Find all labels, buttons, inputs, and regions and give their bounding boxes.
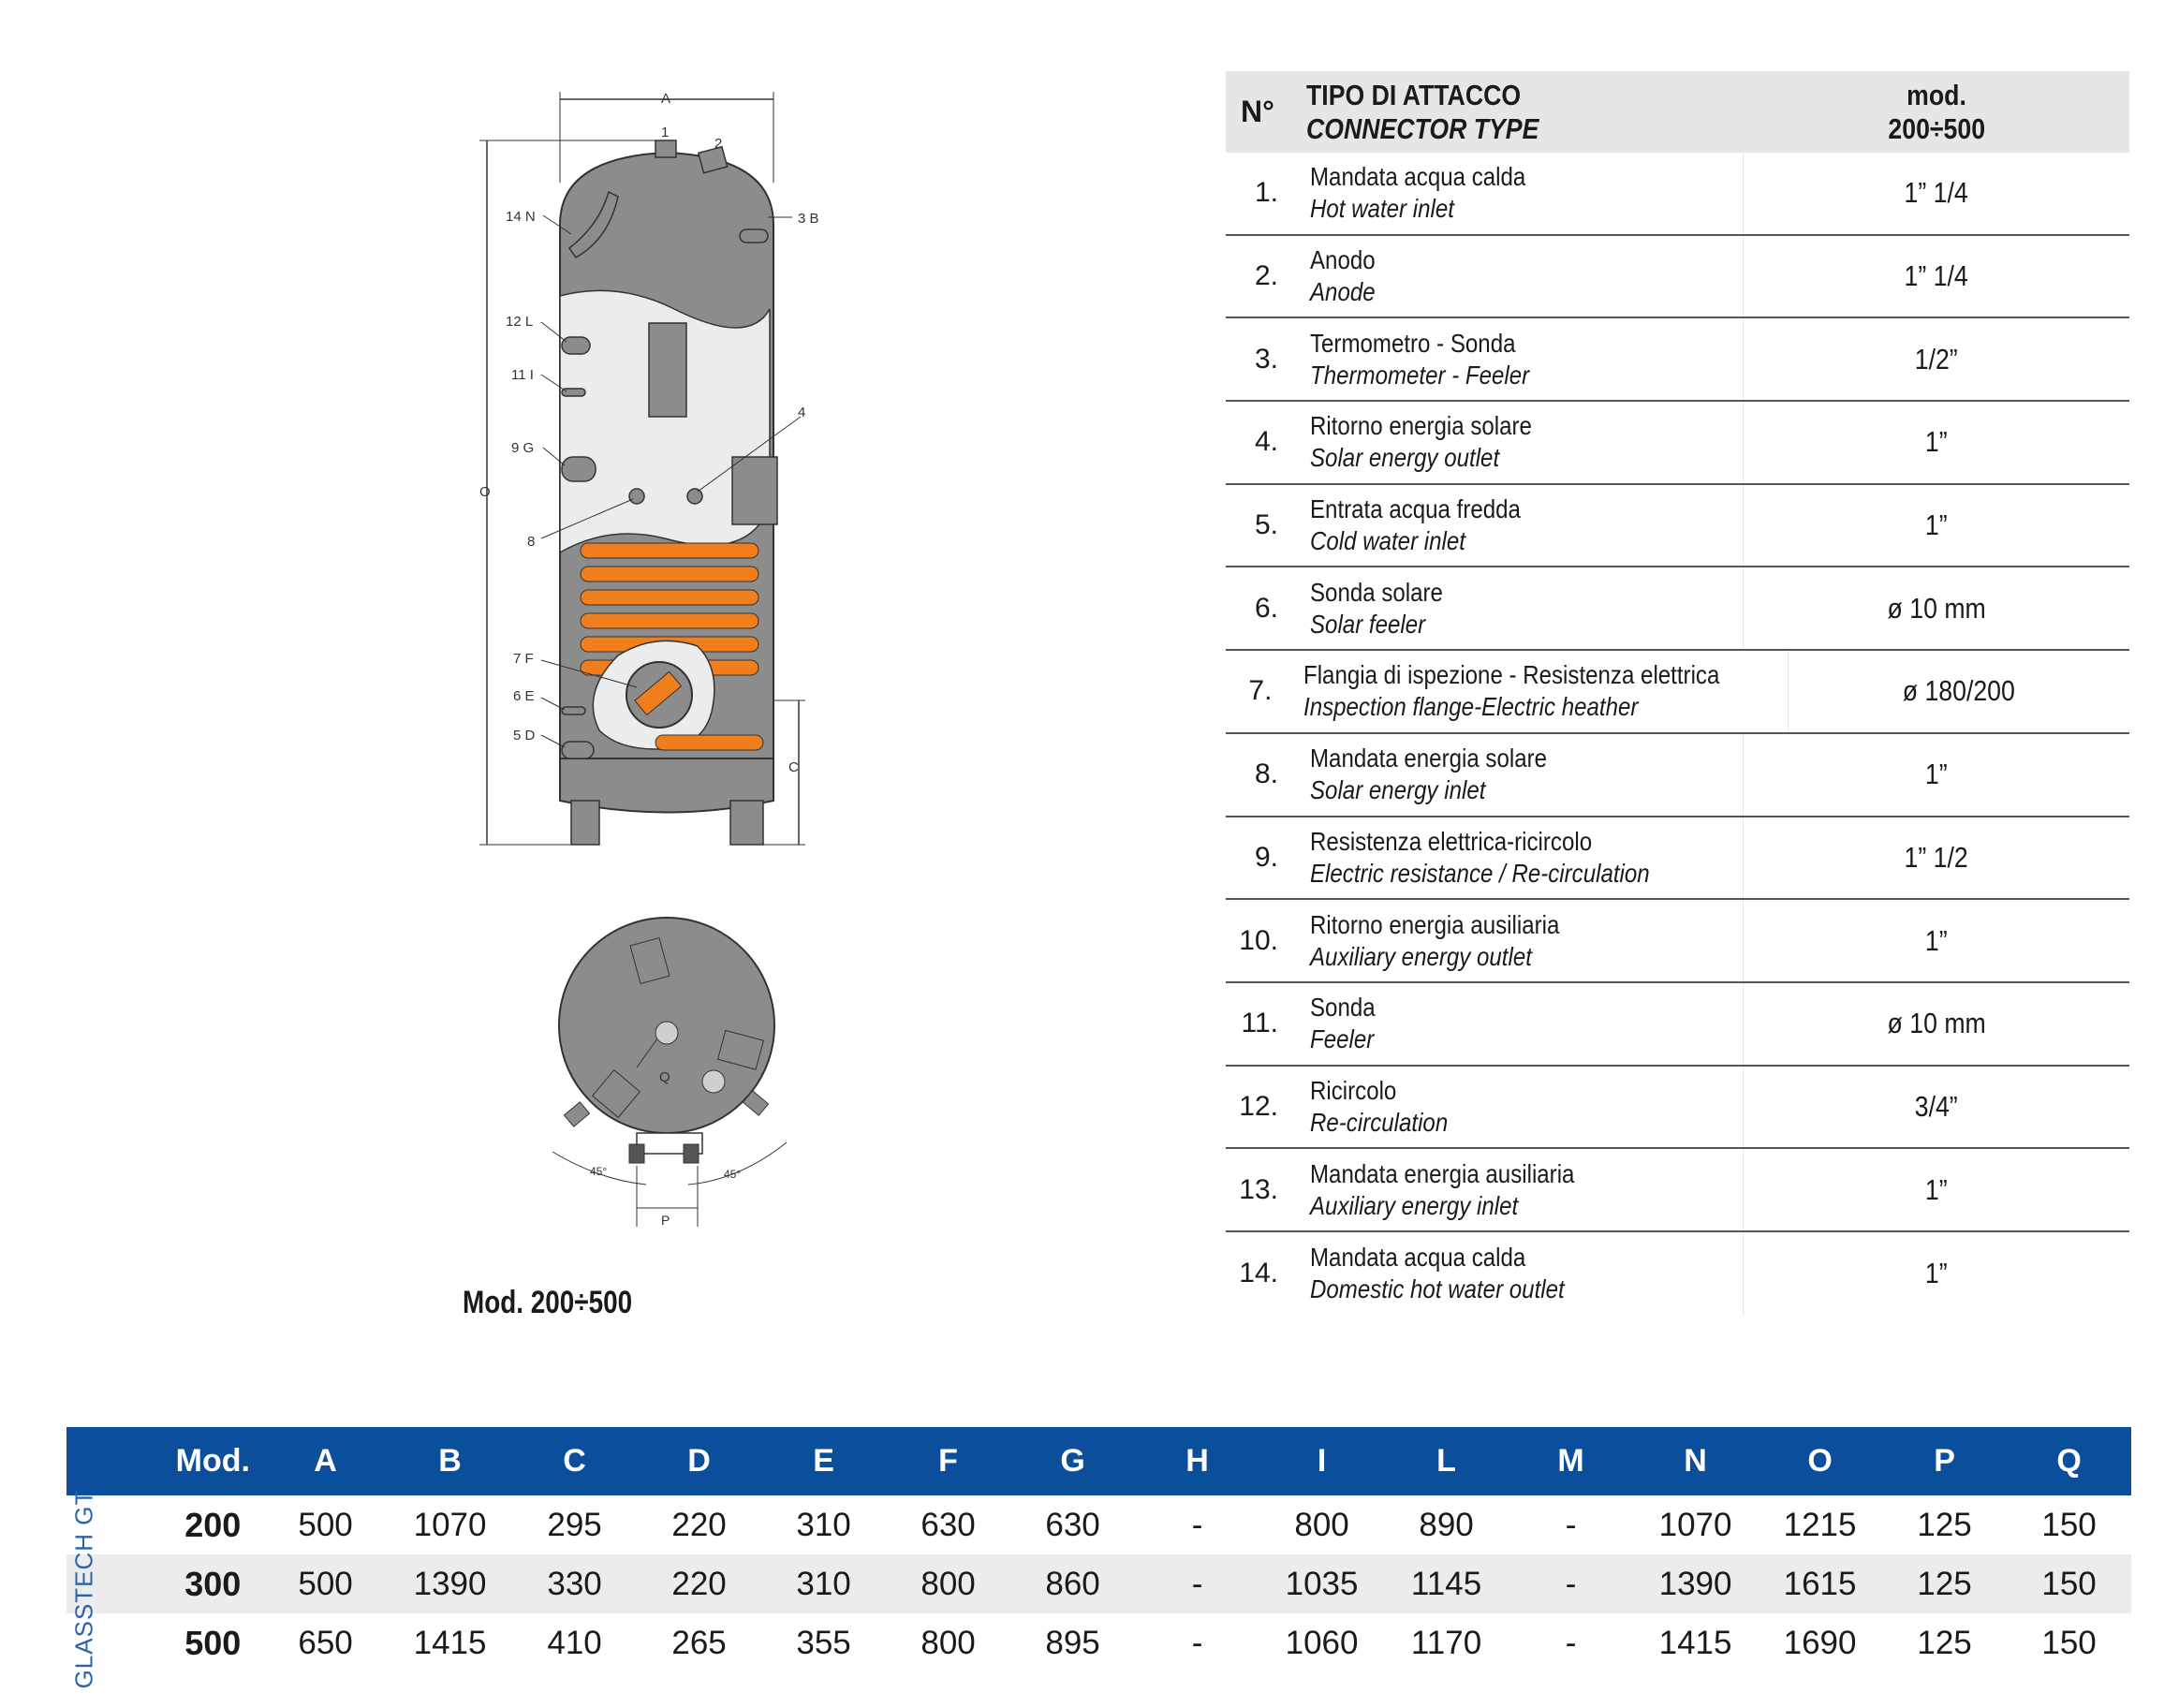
label-7f: 7 F bbox=[513, 651, 534, 667]
dimension-row bbox=[66, 1613, 2131, 1672]
connector-table-header bbox=[1226, 71, 2129, 153]
dimension-cell: 1390 bbox=[413, 1565, 487, 1602]
dimension-rows bbox=[66, 1495, 2131, 1672]
label-4: 4 bbox=[798, 405, 806, 420]
dimension-cell: - bbox=[1191, 1506, 1203, 1543]
connector-number: 3. bbox=[1254, 343, 1278, 375]
header-mod-1: mod. bbox=[1907, 78, 1966, 111]
connector-row bbox=[1226, 153, 2129, 236]
model-cell: 500 bbox=[184, 1623, 242, 1662]
connector-name-it: Sonda bbox=[1310, 993, 1376, 1023]
dimension-cell: 860 bbox=[1045, 1565, 1100, 1602]
connector-name-en: Cold water inlet bbox=[1310, 526, 1465, 556]
dimension-row bbox=[66, 1554, 2131, 1613]
dimension-header-cell: H bbox=[1185, 1443, 1209, 1479]
dim-label-p: P bbox=[661, 1213, 670, 1228]
connector-description bbox=[1310, 743, 1743, 806]
connector-size bbox=[1743, 983, 2129, 1065]
dimension-header-cell: F bbox=[938, 1443, 958, 1479]
connector-number: 14. bbox=[1239, 1258, 1278, 1289]
dimension-cell: 265 bbox=[671, 1624, 727, 1661]
label-14n: 14 N bbox=[506, 209, 536, 225]
dim-label-q: Q bbox=[659, 1069, 670, 1085]
connector-8 bbox=[629, 489, 644, 504]
connector-name-en: Inspection flange-Electric heather bbox=[1303, 692, 1639, 722]
dimension-header-cell: M bbox=[1557, 1443, 1584, 1479]
model-cell: 200 bbox=[184, 1505, 242, 1544]
connector-row bbox=[1226, 651, 2129, 734]
connector-number: 2. bbox=[1254, 260, 1278, 292]
connector-description bbox=[1310, 493, 1743, 557]
connector-number: 11. bbox=[1241, 1008, 1278, 1039]
dimension-cell: 150 bbox=[2041, 1506, 2097, 1543]
connector-12 bbox=[562, 337, 590, 354]
connector-number: 7. bbox=[1248, 675, 1273, 707]
thermometer-housing bbox=[732, 457, 777, 524]
angle-right-label: 45° bbox=[724, 1168, 742, 1181]
connector-description bbox=[1310, 410, 1743, 474]
dimension-cell: 310 bbox=[796, 1506, 851, 1543]
connector-description bbox=[1303, 659, 1788, 723]
dimension-header-cell: N bbox=[1684, 1443, 1707, 1479]
dimension-header-cell: Q bbox=[2056, 1443, 2082, 1479]
connector-1 bbox=[655, 140, 676, 157]
connector-description bbox=[1310, 244, 1743, 308]
connector-name-it: Ritorno energia solare bbox=[1310, 411, 1532, 441]
dimension-cell: 355 bbox=[796, 1624, 851, 1661]
connector-number: 8. bbox=[1254, 758, 1278, 790]
header-mod-2: 200÷500 bbox=[1888, 111, 1985, 145]
dimension-cell: 125 bbox=[1917, 1506, 1972, 1543]
header-type bbox=[1306, 79, 1744, 146]
dimension-cell: 800 bbox=[1294, 1506, 1349, 1543]
dimension-cell: 220 bbox=[671, 1506, 727, 1543]
connector-name-it: Entrata acqua fredda bbox=[1310, 494, 1521, 524]
connector-size-value: 3/4” bbox=[1915, 1089, 1958, 1123]
dimension-cell: - bbox=[1191, 1624, 1203, 1661]
dimension-cell: - bbox=[1565, 1624, 1577, 1661]
connector-size bbox=[1743, 1149, 2129, 1230]
model-caption: Mod. 200÷500 bbox=[463, 1285, 633, 1320]
connector-size bbox=[1788, 651, 2129, 732]
angle-left-label: 45° bbox=[590, 1165, 608, 1178]
label-3b: 3 B bbox=[798, 211, 819, 227]
dimension-cell: - bbox=[1565, 1565, 1577, 1602]
connector-name-it: Mandata energia solare bbox=[1310, 744, 1548, 773]
label-1: 1 bbox=[661, 125, 670, 140]
dimension-cell: 125 bbox=[1917, 1624, 1972, 1661]
connector-description bbox=[1310, 1158, 1743, 1222]
label-9g: 9 G bbox=[511, 440, 535, 456]
dim-label-o: O bbox=[479, 484, 491, 500]
connector-name-en: Domestic hot water outlet bbox=[1310, 1274, 1565, 1304]
connector-description bbox=[1310, 1242, 1743, 1305]
connector-row bbox=[1226, 1149, 2129, 1232]
dimension-cell: 500 bbox=[298, 1565, 353, 1602]
connector-name-en: Hot water inlet bbox=[1310, 194, 1454, 224]
connector-size-value: ø 10 mm bbox=[1887, 591, 1986, 625]
connector-name-en: Feeler bbox=[1310, 1024, 1375, 1054]
connector-size bbox=[1743, 567, 2129, 649]
dimension-header-cell: E bbox=[813, 1443, 834, 1479]
label-11i: 11 I bbox=[511, 367, 534, 383]
dimension-cell: 1415 bbox=[413, 1624, 487, 1661]
connector-number: 12. bbox=[1239, 1090, 1278, 1122]
dimension-cell: 630 bbox=[920, 1506, 976, 1543]
connector-3 bbox=[740, 229, 768, 243]
connector-size bbox=[1743, 318, 2129, 400]
dimension-header-cell: D bbox=[687, 1443, 711, 1479]
dimension-header-cell: C bbox=[563, 1443, 586, 1479]
connector-name-en: Thermometer - Feeler bbox=[1310, 360, 1530, 390]
dimension-cell: 125 bbox=[1917, 1565, 1972, 1602]
header-type-en: CONNECTOR TYPE bbox=[1306, 111, 1539, 145]
dimension-cell: 1070 bbox=[1658, 1506, 1732, 1543]
connector-5 bbox=[562, 742, 594, 758]
dimension-cell: 1145 bbox=[1410, 1565, 1482, 1602]
connector-number: 6. bbox=[1254, 592, 1278, 624]
dimension-header-cell: Mod. bbox=[175, 1443, 250, 1479]
dimension-cell: 1070 bbox=[413, 1506, 487, 1543]
connector-size-value: 1” 1/4 bbox=[1904, 259, 1969, 293]
connector-size bbox=[1743, 402, 2129, 483]
dimension-cell: 220 bbox=[671, 1565, 727, 1602]
dimension-cell: 1415 bbox=[1658, 1624, 1732, 1661]
connector-description bbox=[1310, 909, 1743, 973]
dimension-header-cell: G bbox=[1060, 1443, 1085, 1479]
connector-size-value: 1/2” bbox=[1915, 342, 1958, 375]
dimension-cell: 1690 bbox=[1783, 1624, 1857, 1661]
connector-size-value: 1” 1/4 bbox=[1904, 176, 1969, 210]
connector-name-it: Ricircolo bbox=[1310, 1075, 1397, 1105]
dimension-header-cell: O bbox=[1807, 1443, 1833, 1479]
connector-row bbox=[1226, 1232, 2129, 1316]
label-2: 2 bbox=[714, 136, 723, 152]
connector-row bbox=[1226, 817, 2129, 901]
dimension-cell: 150 bbox=[2041, 1624, 2097, 1661]
connector-row bbox=[1226, 485, 2129, 568]
dimension-cell: 295 bbox=[547, 1506, 602, 1543]
dimension-cell: 310 bbox=[796, 1565, 851, 1602]
connector-table bbox=[1226, 71, 2129, 1316]
dimension-cell: 150 bbox=[2041, 1565, 2097, 1602]
model-cell: 300 bbox=[184, 1564, 242, 1603]
connector-name-en: Solar energy inlet bbox=[1310, 775, 1486, 805]
dim-label-c: C bbox=[788, 759, 799, 775]
label-5d: 5 D bbox=[513, 728, 536, 744]
connector-name-it: Termometro - Sonda bbox=[1310, 328, 1516, 358]
header-number: N° bbox=[1241, 95, 1274, 128]
connector-description bbox=[1310, 1075, 1743, 1139]
dimension-cell: 410 bbox=[547, 1624, 602, 1661]
dimension-cell: 895 bbox=[1045, 1624, 1100, 1661]
connector-row bbox=[1226, 983, 2129, 1067]
dimension-cell: - bbox=[1191, 1565, 1203, 1602]
connector-name-en: Re-circulation bbox=[1310, 1107, 1449, 1137]
connector-name-en: Anode bbox=[1310, 277, 1376, 307]
dimension-header-cell: P bbox=[1934, 1443, 1955, 1479]
dimension-cell: 650 bbox=[298, 1624, 353, 1661]
connector-row bbox=[1226, 1067, 2129, 1150]
connector-row bbox=[1226, 318, 2129, 402]
connector-size bbox=[1743, 817, 2129, 899]
dimension-cell: 1060 bbox=[1285, 1624, 1359, 1661]
dimension-header-cell: I bbox=[1317, 1443, 1327, 1479]
connector-6 bbox=[562, 707, 585, 714]
dimension-cell: 500 bbox=[298, 1506, 353, 1543]
dimension-row bbox=[66, 1495, 2131, 1554]
anode-plate bbox=[649, 323, 686, 417]
connector-size bbox=[1743, 236, 2129, 317]
connector-size-value: 1” bbox=[1925, 758, 1948, 791]
tank-drawing bbox=[449, 84, 824, 1264]
connector-row bbox=[1226, 567, 2129, 651]
connector-name-en: Solar feeler bbox=[1310, 609, 1426, 639]
connector-size-value: ø 180/200 bbox=[1903, 674, 2016, 708]
connector-name-en: Solar energy outlet bbox=[1310, 443, 1500, 473]
connector-name-it: Mandata energia ausiliaria bbox=[1310, 1158, 1575, 1188]
connector-size-value: 1” bbox=[1925, 508, 1948, 542]
connector-name-en: Electric resistance / Re-circulation bbox=[1310, 858, 1650, 888]
dimension-table bbox=[66, 1427, 2131, 1672]
dimension-cell: - bbox=[1565, 1506, 1577, 1543]
product-line-label: GLASSTECH GT bbox=[69, 1489, 98, 1689]
connector-rows bbox=[1226, 153, 2129, 1316]
connector-name-it: Mandata acqua calda bbox=[1310, 1243, 1526, 1273]
dimension-cell: 1215 bbox=[1783, 1506, 1857, 1543]
dimension-cell: 1170 bbox=[1410, 1624, 1482, 1661]
connector-name-it: Mandata acqua calda bbox=[1310, 162, 1526, 192]
header-type-it: TIPO DI ATTACCO bbox=[1306, 78, 1522, 111]
dimension-cell: 1615 bbox=[1783, 1565, 1857, 1602]
connector-description bbox=[1310, 577, 1743, 640]
connector-size bbox=[1743, 153, 2129, 234]
dimension-header-cell: A bbox=[314, 1443, 337, 1479]
connector-description bbox=[1310, 161, 1743, 225]
connector-number: 4. bbox=[1254, 426, 1278, 458]
connector-row bbox=[1226, 734, 2129, 817]
dimension-header-cell: B bbox=[438, 1443, 462, 1479]
dimension-cell: 630 bbox=[1045, 1506, 1100, 1543]
connector-11 bbox=[562, 389, 585, 396]
connector-size bbox=[1743, 485, 2129, 567]
connector-name-it: Ritorno energia ausiliaria bbox=[1310, 909, 1560, 939]
connector-9 bbox=[562, 457, 596, 481]
connector-description bbox=[1310, 826, 1743, 890]
connector-size bbox=[1743, 734, 2129, 816]
product-line-label-box bbox=[66, 1489, 103, 1689]
connector-name-it: Sonda solare bbox=[1310, 577, 1443, 607]
connector-description bbox=[1310, 992, 1743, 1055]
connector-name-it: Anodo bbox=[1310, 245, 1376, 275]
header-model bbox=[1744, 79, 2129, 146]
label-8: 8 bbox=[527, 534, 536, 550]
dimension-cell: 890 bbox=[1419, 1506, 1474, 1543]
connector-name-en: Auxiliary energy inlet bbox=[1310, 1190, 1519, 1220]
connector-4 bbox=[687, 489, 702, 504]
connector-size-value: 1” 1/2 bbox=[1904, 840, 1969, 874]
dimension-cell: 330 bbox=[547, 1565, 602, 1602]
connector-number: 1. bbox=[1254, 177, 1278, 209]
label-12l: 12 L bbox=[506, 314, 534, 330]
connector-number: 10. bbox=[1239, 924, 1278, 956]
connector-row bbox=[1226, 402, 2129, 485]
connector-size-value: 1” bbox=[1925, 425, 1948, 459]
connector-size-value: 1” bbox=[1925, 1172, 1948, 1206]
dimension-cell: 800 bbox=[920, 1624, 976, 1661]
connector-size bbox=[1743, 1232, 2129, 1316]
dimension-cell: 800 bbox=[920, 1565, 976, 1602]
label-6e: 6 E bbox=[513, 688, 535, 704]
connector-name-en: Auxiliary energy outlet bbox=[1310, 941, 1532, 971]
dimension-header-cell: L bbox=[1436, 1443, 1456, 1479]
dimension-table-header bbox=[66, 1427, 2131, 1495]
connector-size bbox=[1743, 900, 2129, 981]
dimension-cell: 1390 bbox=[1658, 1565, 1732, 1602]
connector-number: 5. bbox=[1254, 509, 1278, 541]
dimension-cell: 1035 bbox=[1285, 1565, 1359, 1602]
connector-name-it: Flangia di ispezione - Resistenza elettrica bbox=[1303, 660, 1720, 690]
dim-label-a: A bbox=[661, 91, 671, 107]
connector-number: 13. bbox=[1239, 1173, 1278, 1205]
connector-size-value: ø 10 mm bbox=[1887, 1007, 1986, 1040]
connector-number: 9. bbox=[1254, 841, 1278, 873]
connector-name-it: Resistenza elettrica-ricircolo bbox=[1310, 826, 1593, 856]
connector-size bbox=[1743, 1067, 2129, 1148]
connector-row bbox=[1226, 900, 2129, 983]
connector-row bbox=[1226, 236, 2129, 319]
connector-description bbox=[1310, 328, 1743, 391]
connector-size-value: 1” bbox=[1925, 1257, 1948, 1290]
connector-size-value: 1” bbox=[1925, 923, 1948, 957]
